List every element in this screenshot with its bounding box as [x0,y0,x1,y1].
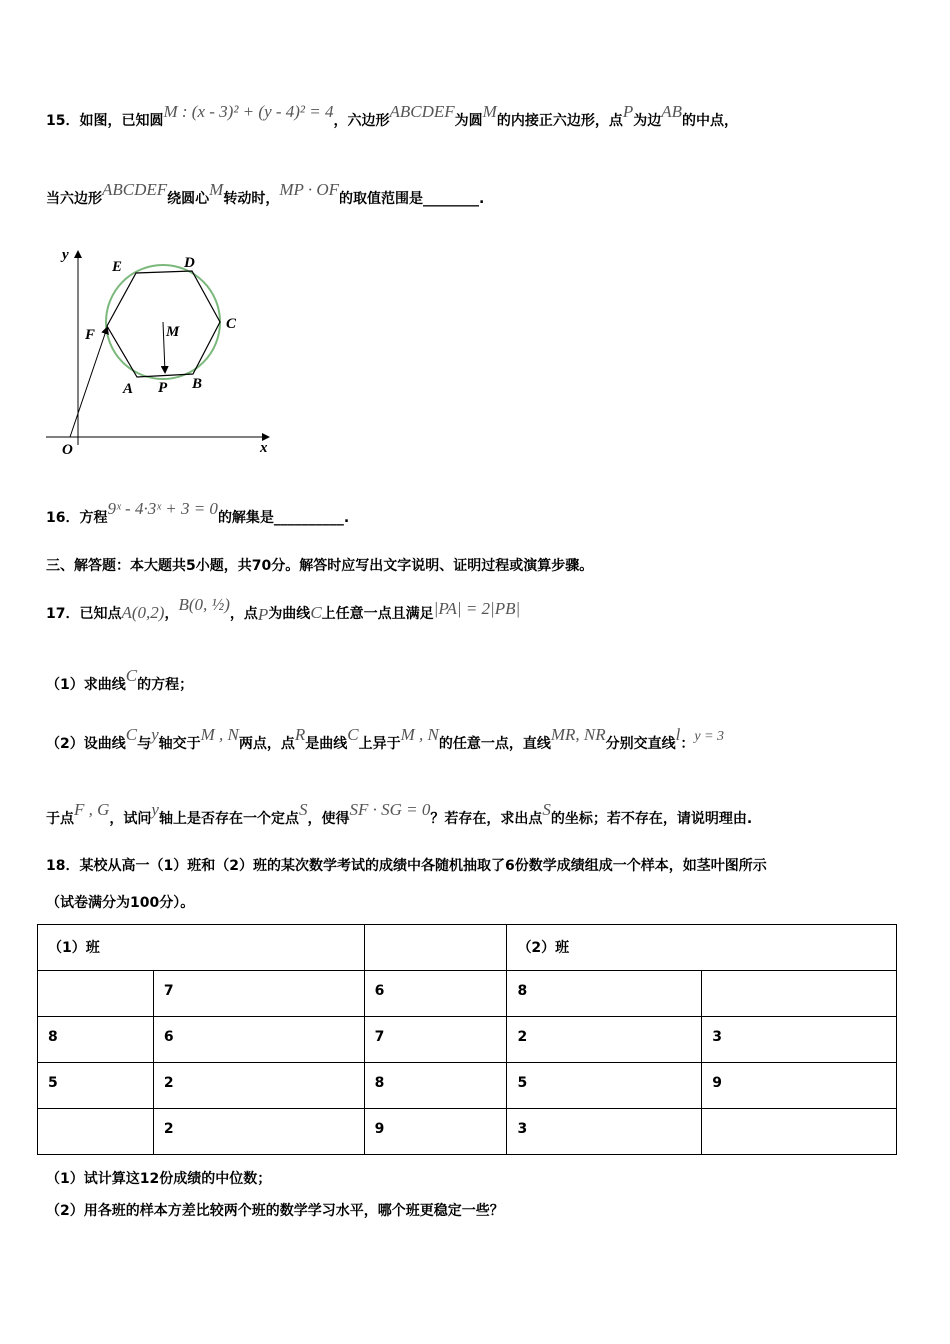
svg-text:B: B [192,376,203,392]
svg-text:O: O [62,442,73,458]
q17-part1: （1）求曲线C的方程； [46,666,194,693]
hexagon-figure [40,240,280,460]
svg-text:C: C [226,316,237,332]
table-row: 8 6 7 2 3 [38,1017,897,1063]
q15-line2: 当六边形ABCDEF绕圆心M转动时，MP · OF的取值范围是________. [46,180,485,207]
q18-part2: （2）用各班的样本方差比较两个班的数学学习水平，哪个班更稳定一些？ [46,1203,504,1219]
svg-text:F: F [85,327,96,343]
q17-part2-cont: 于点F , G，试问y轴上是否存在一个定点S，使得SF · SG = 0？若存在，求出点S的坐标；若不存在，请说明理由. [46,800,753,827]
q18-line2: （试卷满分为100分）。 [46,895,195,911]
svg-text:y: y [62,247,69,263]
svg-text:x: x [260,440,268,456]
section-3-heading: 三、解答题：本大题共5小题，共70分。解答时应写出文字说明、证明过程或演算步骤。 [46,558,594,574]
q18-line1: 18．某校从高一（1）班和（2）班的某次数学考试的成绩中各随机抽取了6份数学成绩组成一个样本，如茎叶图所示 [46,858,767,874]
table-row: 5 2 8 5 9 [38,1063,897,1109]
vector-of [70,328,107,437]
vector-mp [163,322,165,372]
header-class1: （1）班 [38,925,365,971]
svg-text:E: E [112,259,123,275]
svg-text:M: M [166,324,180,340]
q17-line1: 17．已知点A(0,2)，B(0, ½)，点P为曲线C上任意一点且满足|PA| = 2|PB| [46,595,521,624]
stem-leaf-table [37,924,897,1155]
q16: 16．方程9ˣ - 4·3ˣ + 3 = 0的解集是__________. [46,499,350,526]
table-row: 2 9 3 [38,1109,897,1155]
svg-text:P: P [158,380,168,396]
svg-text:D: D [184,255,195,271]
header-class2: （2）班 [507,925,897,971]
q15-line1: 15．如图，已知圆M : (x - 3)² + (y - 4)² = 4，六边形ABCDEF为圆M的内接正六边形，点P为边AB的中点， [46,102,739,129]
svg-text:A: A [123,381,134,397]
table-row: 7 6 8 [38,971,897,1017]
q17-part2: （2）设曲线C与y轴交于M , N两点，点R是曲线C上异于M , N的任意一点，直线MR, NR分别交直线l：y = 3 [46,725,725,752]
q18-part1: （1）试计算这12份成绩的中位数； [46,1171,272,1187]
